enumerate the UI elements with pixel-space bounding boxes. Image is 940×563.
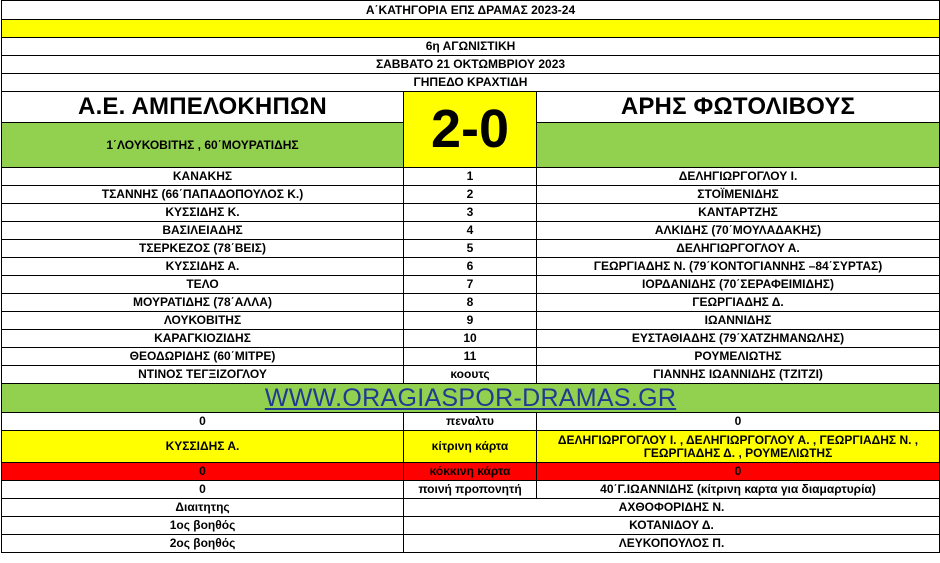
yellow-spacer xyxy=(2,20,940,38)
officials-section xyxy=(2,499,940,553)
venue-row xyxy=(2,74,940,92)
lineup-row xyxy=(2,204,940,222)
official-role: 2ος βοηθός xyxy=(2,535,404,553)
home-player: ΚΥΣΣΙΔΗΣ Α. xyxy=(2,258,404,276)
teams-row xyxy=(2,92,940,123)
home-player: ΜΟΥΡΑΤΙΔΗΣ (78΄ΑΛΛΑ) xyxy=(2,294,404,312)
home-coach-penalty: 0 xyxy=(2,481,404,499)
official-row xyxy=(2,535,940,553)
away-player: ΕΥΣΤΑΘΙΑΔΗΣ (79΄ΧΑΤΖΗΜΑΝΩΛΗΣ) xyxy=(537,330,940,348)
shirt-number: 2 xyxy=(404,186,537,204)
home-player: ΘΕΟΔΩΡΙΔΗΣ (60΄ΜΙΤΡΕ) xyxy=(2,348,404,366)
official-row xyxy=(2,517,940,535)
away-player: ΓΕΩΡΓΙΑΔΗΣ Δ. xyxy=(537,294,940,312)
official-name: ΑΧΘΟΦΟΡΙΔΗΣ Ν. xyxy=(404,499,940,517)
lineup-row xyxy=(2,312,940,330)
competition-title: Α΄ΚΑΤΗΓΟΡΙΑ ΕΠΣ ΔΡΑΜΑΣ 2023-24 xyxy=(2,1,940,20)
home-player: ΝΤΙΝΟΣ ΤΕΓΞΙΖΟΓΛΟΥ xyxy=(2,366,404,384)
round-label: 6η ΑΓΩΝΙΣΤΙΚΗ xyxy=(2,38,940,56)
website-cell xyxy=(2,384,940,413)
red-card-label: κόκκινη κάρτα xyxy=(404,463,537,481)
away-player: ΚΑΝΤΑΡΤΖΗΣ xyxy=(537,204,940,222)
lineup-row xyxy=(2,186,940,204)
home-player: ΚΥΣΣΙΔΗΣ Κ. xyxy=(2,204,404,222)
home-red-cards: 0 xyxy=(2,463,404,481)
shirt-number: 10 xyxy=(404,330,537,348)
home-team-name: Α.Ε. ΑΜΠΕΛΟΚΗΠΩΝ xyxy=(2,92,404,123)
home-scorers: 1΄ΛΟΥΚΟΒΙΤΗΣ , 60΄ΜΟΥΡΑΤΙΔΗΣ xyxy=(2,123,404,168)
home-player: ΤΕΛΟ xyxy=(2,276,404,294)
away-player: ΙΩΑΝΝΙΔΗΣ xyxy=(537,312,940,330)
lineup-row xyxy=(2,366,940,384)
home-player: ΚΑΝΑΚΗΣ xyxy=(2,168,404,186)
match-date: ΣΑΒΒΑΤΟ 21 ΟΚΤΩΜΒΡΙΟΥ 2023 xyxy=(2,56,940,74)
lineup-row xyxy=(2,258,940,276)
away-player: ΡΟΥΜΕΛΙΩΤΗΣ xyxy=(537,348,940,366)
round-row xyxy=(2,38,940,56)
lineup-row xyxy=(2,330,940,348)
shirt-number: 6 xyxy=(404,258,537,276)
lineup-row xyxy=(2,348,940,366)
penalty-row xyxy=(2,413,940,431)
lineup-row xyxy=(2,276,940,294)
home-player: ΤΣΕΡΚΕΖΟΣ (78΄ΒΕΙΣ) xyxy=(2,240,404,258)
home-yellow-cards: ΚΥΣΣΙΔΗΣ Α. xyxy=(2,431,404,463)
lineup-row xyxy=(2,222,940,240)
away-team-name: ΑΡΗΣ ΦΩΤΟΛΙΒΟΥΣ xyxy=(537,92,940,123)
yellow-card-label: κίτρινη κάρτα xyxy=(404,431,537,463)
match-score: 2-0 xyxy=(404,92,537,168)
away-player: ΔΕΛΗΓΙΩΡΓΟΓΛΟΥ Ι. xyxy=(537,168,940,186)
match-venue: ΓΗΠΕΔΟ ΚΡΑΧΤΙΔΗ xyxy=(2,74,940,92)
shirt-number: 9 xyxy=(404,312,537,330)
shirt-number: 1 xyxy=(404,168,537,186)
away-player: ΑΛΚΙΔΗΣ (70΄ΜΟΥΛΑΔΑΚΗΣ) xyxy=(537,222,940,240)
away-player: ΔΕΛΗΓΙΩΡΓΟΓΛΟΥ Α. xyxy=(537,240,940,258)
away-yellow-cards: ΔΕΛΗΓΙΩΡΓΟΓΛΟΥ Ι. , ΔΕΛΗΓΙΩΡΓΟΓΛΟΥ Α. , ΓΕΩΡΓΙΑΔΗΣ Ν. , ΓΕΩΡΓΙΑΔΗΣ Δ. , ΡΟΥΜΕΛΙΩΤΗΣ xyxy=(537,431,940,463)
lineup-section xyxy=(2,168,940,384)
lineup-row xyxy=(2,294,940,312)
shirt-number: 3 xyxy=(404,204,537,222)
shirt-number: 5 xyxy=(404,240,537,258)
title-row xyxy=(2,1,940,20)
home-player: ΚΑΡΑΓΚΙΟΖΙΔΗΣ xyxy=(2,330,404,348)
shirt-number: 11 xyxy=(404,348,537,366)
away-player: ΙΟΡΔΑΝΙΔΗΣ (70΄ΣΕΡΑΦΕΙΜΙΔΗΣ) xyxy=(537,276,940,294)
shirt-number: κοουτς xyxy=(404,366,537,384)
official-name: ΛΕΥΚΟΠΟΥΛΟΣ Π. xyxy=(404,535,940,553)
away-scorers xyxy=(537,123,940,168)
match-report-sheet xyxy=(1,0,939,553)
penalty-label: πεναλτυ xyxy=(404,413,537,431)
away-player: ΣΤΟΪΜΕΝΙΔΗΣ xyxy=(537,186,940,204)
away-coach-penalty: 40΄Γ.ΙΩΑΝΝΙΔΗΣ (κίτρινη καρτα για διαμαρτυρία) xyxy=(537,481,940,499)
away-red-cards: 0 xyxy=(537,463,940,481)
official-row xyxy=(2,499,940,517)
website-link[interactable]: WWW.ORAGIASPOR-DRAMAS.GR xyxy=(264,383,677,412)
coach-penalty-row xyxy=(2,481,940,499)
red-card-row xyxy=(2,463,940,481)
home-player: ΒΑΣΙΛΕΙΑΔΗΣ xyxy=(2,222,404,240)
website-row xyxy=(2,384,940,413)
official-role: 1ος βοηθός xyxy=(2,517,404,535)
shirt-number: 7 xyxy=(404,276,537,294)
yellow-card-row xyxy=(2,431,940,463)
match-report-table xyxy=(1,0,940,553)
away-penalty: 0 xyxy=(537,413,940,431)
home-penalty: 0 xyxy=(2,413,404,431)
away-player: ΓΕΩΡΓΙΑΔΗΣ Ν. (79΄ΚΟΝΤΟΓΙΑΝΝΗΣ –84΄ΣΥΡΤΑΣ) xyxy=(537,258,940,276)
away-player: ΓΙΑΝΝΗΣ ΙΩΑΝΝΙΔΗΣ (ΤΖΙΤΖΙ) xyxy=(537,366,940,384)
yellow-spacer-row xyxy=(2,20,940,38)
lineup-row xyxy=(2,240,940,258)
shirt-number: 4 xyxy=(404,222,537,240)
official-name: ΚΟΤΑΝΙΔΟΥ Δ. xyxy=(404,517,940,535)
official-role: Διαιτητης xyxy=(2,499,404,517)
home-player: ΛΟΥΚΟΒΙΤΗΣ xyxy=(2,312,404,330)
shirt-number: 8 xyxy=(404,294,537,312)
lineup-row xyxy=(2,168,940,186)
home-player: ΤΣΑΝΝΗΣ (66΄ΠΑΠΑΔΟΠΟΥΛΟΣ Κ.) xyxy=(2,186,404,204)
coach-penalty-label: ποινή προπονητή xyxy=(404,481,537,499)
date-row xyxy=(2,56,940,74)
